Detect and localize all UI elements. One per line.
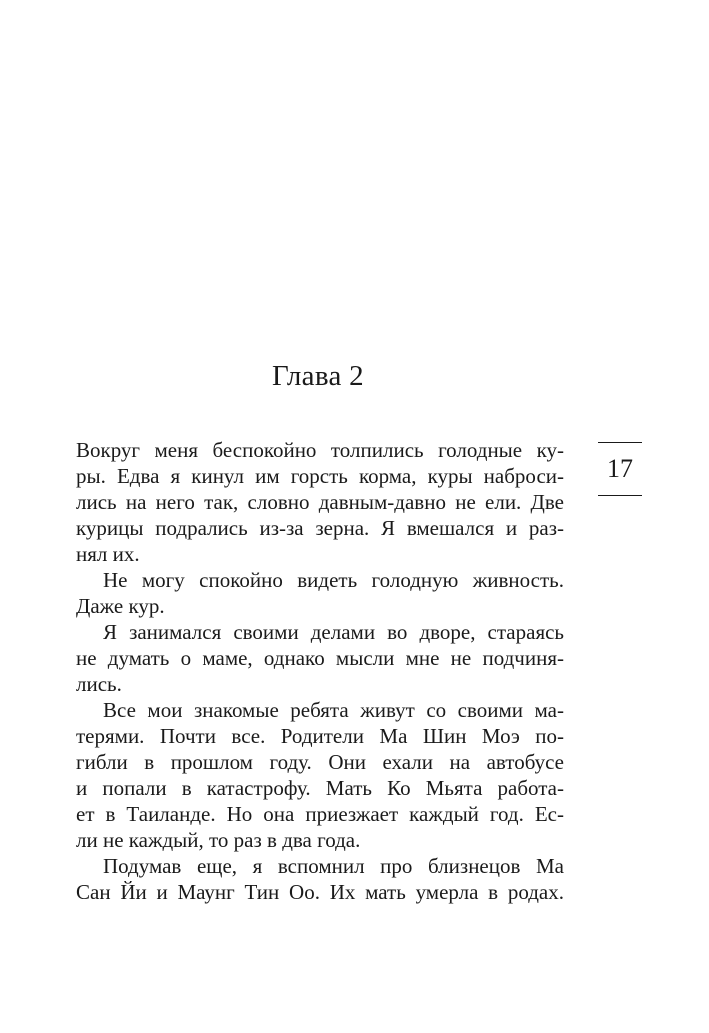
text-line: ли не каждый, то раз в два года. [76,828,361,852]
text-line: терями. Почти все. Родители Ма Шин Моэ по- [76,724,564,748]
text-line: нял их. [76,542,140,566]
text-line: лись. [76,672,122,696]
text-line: Подумав еще, я вспомнил про близнецов Ма [103,854,564,878]
page-number: 17 [607,454,633,483]
chapter-title: Глава 2 [272,360,364,392]
text-line: гибли в прошлом году. Они ехали на автобусе [76,750,564,774]
text-line: Не могу спокойно видеть голодную живность. [103,568,564,592]
text-line: и попали в катастрофу. Мать Ко Мьята работа- [76,776,564,800]
page-number-box [598,442,642,496]
text-line: Я занимался своими делами во дворе, стараясь [103,620,564,644]
text-line: лись на него так, словно давным-давно не ели. Две [76,490,564,514]
text-line: не думать о маме, однако мысли мне не подчиня- [76,646,564,670]
text-line: курицы подрались из-за зерна. Я вмешался и раз- [76,516,564,540]
text-line: ры. Едва я кинул им горсть корма, куры наброси- [76,464,564,488]
text-line: Даже кур. [76,594,165,618]
text-line: Вокруг меня беспокойно толпились голодные ку- [76,438,564,462]
text-line: Все мои знакомые ребята живут со своими ма- [103,698,564,722]
text-line: Сан Йи и Маунг Тин Оо. Их мать умерла в родах. [76,880,564,904]
text-line: ет в Таиланде. Но она приезжает каждый год. Ес- [76,802,564,826]
